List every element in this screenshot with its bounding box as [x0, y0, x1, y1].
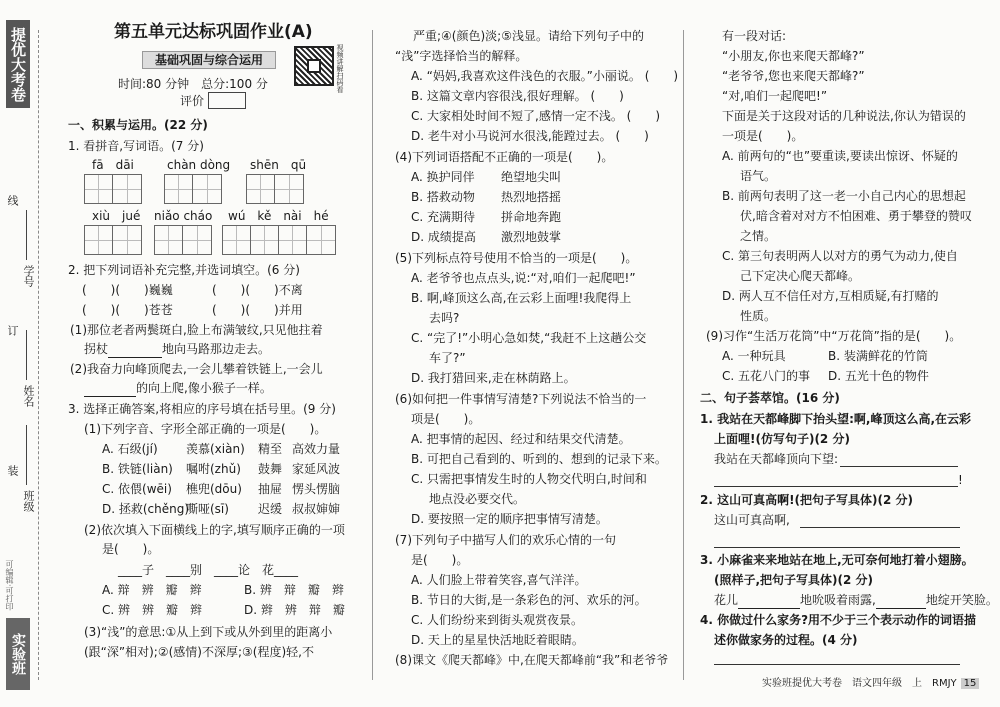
brand-logo: 实验班 — [6, 618, 30, 690]
q2-idiom-3: ( )( )苍苍 — [82, 303, 173, 317]
page-title: 第五单元达标巩固作业(A) — [114, 22, 313, 42]
q3-6-stem-cont: 项是( )。 — [411, 412, 481, 426]
q3-5-option-b-cont: 去吗? — [429, 311, 460, 325]
answer-grid-fadai[interactable] — [84, 174, 142, 204]
q2-idiom-4: ( )( )并用 — [212, 303, 303, 317]
q2-sentence-1: (1)那位老者两鬓斑白,脸上布满皱纹,只见他拄着 — [70, 323, 323, 337]
section-1-heading: 一、积累与运用。(22 分) — [68, 118, 208, 132]
q3-8-option-b: B. 前两句表明了这一老一小自己内心的思想起 — [722, 189, 966, 203]
binding-spine — [0, 0, 50, 707]
q3-3-option-c: C. 大家相处时间不短了,感情一定不浅。 ( ) — [411, 109, 661, 123]
q3-6-option-c-cont: 地点没必要交代。 — [429, 492, 526, 506]
s3-prompt: 3. 小麻雀来来地站在地上,无可奈何地打着小翅膀。 — [700, 553, 974, 567]
q2-blank-2[interactable] — [84, 380, 136, 397]
q3-9-option-b: B. 装满鲜花的竹筒 — [828, 349, 928, 363]
q2-sentence-1-cont: 拐杖 地向马路那边走去。 — [84, 342, 271, 356]
q2-sentence-2: (2)我奋力向峰顶爬去,一会儿攀着铁链上,一会儿 — [70, 362, 323, 376]
q3-1-option-d-3: 迟缓 — [258, 502, 283, 516]
q3-1-option-d-4: 叔叔婶婶 — [292, 502, 341, 516]
q3-1-option-c-3: 抽屉 — [258, 482, 283, 496]
time-score-info: 时间:80 分钟 总分:100 分 — [118, 77, 268, 91]
q3-8-stem-cont: 有一段对话: — [722, 29, 787, 43]
class-field[interactable] — [26, 425, 27, 485]
pinyin-wukenaihe: wú kě nài hé — [228, 209, 329, 223]
s1-prompt: 1. 我站在天都峰脚下抬头望:啊,峰顶这么高,在云彩 — [700, 412, 972, 426]
s3-blank-2[interactable] — [876, 592, 926, 609]
s2-answer-line-2[interactable] — [714, 547, 960, 548]
answer-grid-niaochao[interactable] — [154, 225, 212, 255]
name-label: 姓名 — [22, 385, 35, 407]
s3-blank-1[interactable] — [738, 592, 800, 609]
q3-9-option-c: C. 五花八门的事 — [722, 369, 811, 383]
q3-1-option-a-1: A. 石级(jí) — [102, 442, 158, 456]
q3-3-option-a: A. “妈妈,我喜欢这件浅色的衣服。”小丽说。 ( ) — [411, 69, 679, 83]
q3-1-option-a-2: 羡慕(xiàn) — [186, 442, 245, 456]
q2-blank-1[interactable] — [108, 341, 162, 358]
answer-grid-chandong[interactable] — [164, 174, 222, 204]
s3-prompt-cont: (照样子,把句子写具体)(2 分) — [714, 573, 874, 587]
s4-prompt: 4. 你做过什么家务?用不少于三个表示动作的词语描 — [700, 613, 977, 627]
evaluation-label: 评价 — [180, 94, 205, 108]
student-id-field[interactable] — [26, 210, 27, 260]
q3-2-stem: (2)依次填入下面横线上的字,填写顺序正确的一项 — [84, 523, 345, 537]
answer-grid-wukenaihe[interactable] — [222, 225, 336, 255]
q3-5-option-c: C. “完了!”小明心急如焚,“我赶不上这趟公交 — [411, 331, 647, 345]
q3-1-option-c-4: 愣头愣脑 — [292, 482, 341, 496]
q3-5-stem: (5)下列标点符号使用不恰当的一项是( )。 — [395, 251, 638, 265]
answer-grid-shenqu[interactable] — [246, 174, 304, 204]
q3-9-option-d: D. 五光十色的物件 — [828, 369, 929, 383]
q3-7-option-a: A. 人们脸上带着笑容,喜气洋洋。 — [411, 573, 587, 587]
column-divider — [683, 30, 684, 680]
q3-4-option-c-2: 拼命地奔跑 — [501, 210, 562, 224]
q3-8-option-a-cont: 语气。 — [740, 169, 777, 183]
page-number: 15 — [961, 678, 980, 689]
q2-idiom-1: ( )( )巍巍 — [82, 283, 173, 297]
q2-prompt: 2. 把下列词语补充完整,并选词填空。(6 分) — [68, 263, 300, 277]
q3-1-option-b-2: 嘱咐(zhǔ) — [186, 462, 241, 476]
q3-8-option-b-cont2: 之情。 — [740, 229, 777, 243]
q3-5-option-a: A. 老爷爷也点点头,说:“对,咱们一起爬吧!” — [411, 271, 636, 285]
q2-sentence-2-cont: 的向上爬,像小猴子一样。 — [84, 380, 272, 397]
dialogue-line-3: “对,咱们一起爬吧!” — [722, 89, 828, 103]
q3-7-option-b: B. 节日的大街,是一条彩色的河、欢乐的河。 — [411, 593, 647, 607]
q3-1-stem: (1)下列字音、字形全部正确的一项是( )。 — [84, 422, 327, 436]
s2-answer-line-1[interactable] — [800, 527, 960, 528]
binding-mark-xian: 线 — [6, 195, 19, 206]
pinyin-chandong: chàn dòng — [167, 158, 231, 172]
q3-2-option-b: B. 辨 辩 瓣 辫 — [244, 583, 344, 597]
q3-7-stem: (7)下列句子中描写人们的欢乐心情的一句 — [395, 533, 616, 547]
q1-prompt: 1. 看拼音,写词语。(7 分) — [68, 139, 204, 153]
q3-1-option-a-3: 精至 — [258, 442, 283, 456]
pinyin-fadai: fā dāi — [92, 158, 134, 172]
q3-4-option-c-1: C. 充满期待 — [411, 210, 476, 224]
q3-6-option-b: B. 可把自己看到的、听到的、想到的记录下来。 — [411, 452, 667, 466]
q3-8-question-cont: 一项是( )。 — [722, 129, 804, 143]
name-field[interactable] — [26, 330, 27, 380]
q3-2-option-d: D. 辫 辨 辩 瓣 — [244, 603, 345, 617]
pinyin-shenqu: shēn qū — [250, 158, 307, 172]
q3-8-option-d: D. 两人互不信任对方,互相质疑,有打赌的 — [722, 289, 939, 303]
q3-7-option-c: C. 人们纷纷来到街头观赏夜景。 — [411, 613, 584, 627]
qr-caption: 视频讲解扫码看 — [336, 44, 344, 93]
s4-answer-line[interactable] — [714, 664, 960, 665]
q3-9-stem: (9)习作“生活万花筒”中“万花筒”指的是( )。 — [706, 329, 962, 343]
section-2-heading: 二、句子荟萃馆。(16 分) — [700, 391, 840, 405]
q3-6-option-d: D. 要按照一定的顺序把事情写清楚。 — [411, 512, 608, 526]
q3-4-option-a-2: 绝望地尖叫 — [501, 170, 562, 184]
q3-prompt: 3. 选择正确答案,将相应的序号填在括号里。(9 分) — [68, 402, 336, 416]
s1-prompt-cont: 上面哩!(仿写句子)(2 分) — [714, 432, 850, 446]
q3-1-option-b-4: 家延风波 — [292, 462, 341, 476]
evaluation-box[interactable] — [208, 92, 246, 109]
q3-8-option-c: C. 第三句表明两人以对方的勇气为动力,使自 — [722, 249, 958, 263]
q3-2-option-c: C. 辨 辨 瓣 辫 — [102, 603, 203, 617]
q3-6-option-c: C. 只需把事情发生时的人物交代明白,时间和 — [411, 472, 647, 486]
q3-3-stem-cont: (跟“深”相对);②(感情)不深厚;③(程度)轻,不 — [84, 645, 314, 659]
q3-1-option-c-1: C. 依偎(wēi) — [102, 482, 172, 496]
q3-8-stem: (8)课文《爬天都峰》中,在爬天都峰前“我”和老爷爷 — [395, 653, 669, 667]
q3-9-option-a: A. 一种玩具 — [722, 349, 786, 363]
page-subtitle: 基础巩固与综合运用 — [142, 51, 276, 69]
q3-5-option-c-cont: 车了?” — [429, 351, 466, 365]
column-3 — [700, 0, 998, 707]
dialogue-line-2: “老爷爷,您也来爬天都峰?” — [722, 69, 865, 83]
q3-3-stem-cont2: 严重;④(颜色)淡;⑤浅显。请给下列句子中的 — [413, 29, 644, 43]
s3-answer-row: 花儿 地吮吸着雨露, 地绽开笑脸。 — [714, 593, 998, 607]
s1-end-mark: ! — [958, 473, 963, 487]
spine-note: 可编辑·可打印 — [5, 560, 14, 611]
column-2 — [395, 0, 679, 707]
q3-4-option-a-1: A. 换护同伴 — [411, 170, 475, 184]
q3-3-option-b: B. 这篇文章内容很浅,很好理解。 ( ) — [411, 89, 624, 103]
s1-answer-label: 我站在天都峰顶向下望: — [714, 452, 839, 466]
q3-3-option-d: D. 老牛对小马说河水很浅,能蹚过去。 ( ) — [411, 129, 649, 143]
q3-3-stem-cont3: “浅”字选择恰当的解释。 — [395, 49, 528, 63]
q3-2-option-a: A. 辩 辨 瓣 辫 — [102, 583, 202, 597]
q3-2-blanks: ____子 ____别 ____论 花____ — [118, 563, 299, 577]
q3-1-option-b-1: B. 铁链(liàn) — [102, 462, 173, 476]
binding-mark-ding: 订 — [6, 325, 19, 336]
q3-7-option-d: D. 天上的星星快活地眨着眼睛。 — [411, 633, 584, 647]
s2-answer-label: 这山可真高啊, — [714, 513, 790, 527]
q3-5-option-d: D. 我打猎回来,走在林荫路上。 — [411, 371, 576, 385]
s4-prompt-cont: 述你做家务的过程。(4 分) — [714, 633, 858, 647]
q3-4-option-d-1: D. 成绩提高 — [411, 230, 476, 244]
class-label: 班级 — [22, 490, 35, 512]
pinyin-niaochao: niǎo cháo — [154, 209, 213, 223]
q3-5-option-b: B. 啊,峰顶这么高,在云彩上面哩!我爬得上 — [411, 291, 632, 305]
s2-prompt: 2. 这山可真高啊!(把句子写具体)(2 分) — [700, 493, 914, 507]
q3-2-stem-cont: 是( )。 — [102, 542, 160, 556]
q3-8-option-a: A. 前两句的“也”要重读,要读出惊讶、怀疑的 — [722, 149, 958, 163]
q3-7-stem-cont: 是( )。 — [411, 553, 469, 567]
q3-8-question: 下面是关于这段对话的几种说法,你认为错误的 — [722, 109, 966, 123]
q3-1-option-d-1: D. 拯救(chěng) — [102, 502, 190, 516]
q3-4-stem: (4)下列词语搭配不正确的一项是( )。 — [395, 150, 614, 164]
q3-4-option-b-2: 热烈地搭摇 — [501, 190, 562, 204]
brand-banner: 提优大考卷 — [6, 20, 30, 108]
q3-8-option-d-cont: 性质。 — [740, 309, 777, 323]
binding-dotted-line — [38, 30, 39, 680]
q3-4-option-d-2: 激烈地鼓掌 — [501, 230, 562, 244]
q3-1-option-b-3: 鼓舞 — [258, 462, 283, 476]
page-footer: 实验班提优大考卷 语文四年级 上 RMJY 15 — [762, 674, 979, 689]
dialogue-line-1: “小朋友,你也来爬天都峰?” — [722, 49, 865, 63]
column-1 — [62, 0, 352, 707]
pinyin-xiujue: xiù jué — [92, 209, 141, 223]
s1-answer-line-2[interactable] — [714, 486, 958, 487]
q3-1-option-d-2: 嘶哑(sī) — [186, 502, 229, 516]
q3-1-option-a-4: 高效力量 — [292, 442, 341, 456]
s1-answer-line-1[interactable] — [840, 466, 958, 467]
qr-code[interactable] — [294, 46, 334, 86]
binding-mark-zhuang: 装 — [6, 465, 19, 476]
q3-8-option-c-cont: 己下定决心爬天都峰。 — [740, 269, 861, 283]
q3-6-option-a: A. 把事情的起因、经过和结果交代清楚。 — [411, 432, 631, 446]
q3-6-stem: (6)如何把一件事情写清楚?下列说法不恰当的一 — [395, 392, 647, 406]
q3-1-option-c-2: 樵兜(dōu) — [186, 482, 242, 496]
q2-idiom-2: ( )( )不离 — [212, 283, 303, 297]
student-id-label: 学号 — [22, 265, 35, 287]
q3-3-stem: (3)“浅”的意思:①从上到下或从外到里的距离小 — [84, 625, 333, 639]
q3-4-option-b-1: B. 搭救动物 — [411, 190, 475, 204]
q3-8-option-b-cont: 伏,暗含着对对方不怕困难、勇于攀登的赞叹 — [740, 209, 972, 223]
column-divider — [372, 30, 373, 680]
answer-grid-xiujue[interactable] — [84, 225, 142, 255]
